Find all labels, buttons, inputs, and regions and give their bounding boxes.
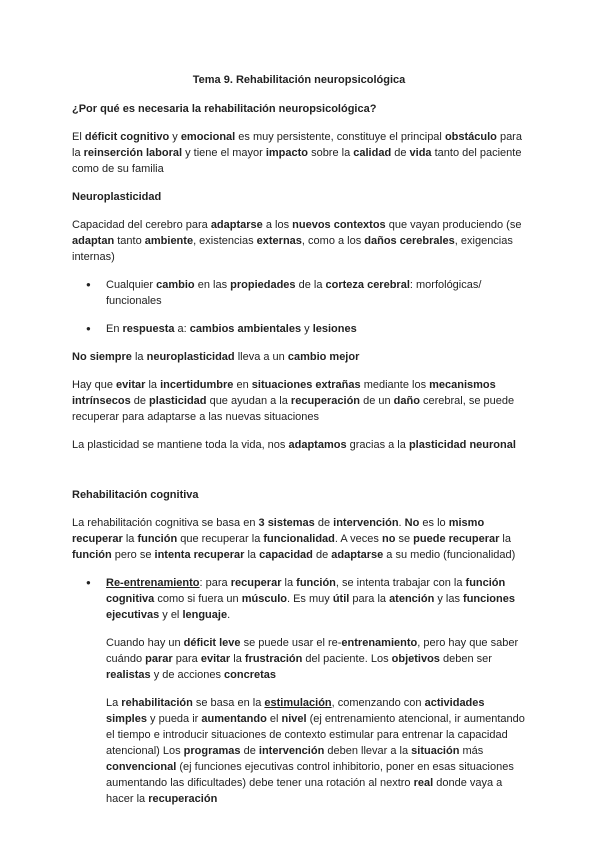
paragraph-rehabilitation-systems: La rehabilitación cognitiva se basa en 3 sistemas de intervención. No es lo mismo recuperar la función que recuperar la funcionalidad. A veces no se puede recuperar la función pero se intenta recuperar la capacidad de adaptarse a su medio (funcionalidad): [72, 517, 516, 561]
retraining-stimulation: La rehabilitación se basa en la estimulación, comenzando con actividades simples y pueda ir aumentando el nivel (ej entrenamiento atencional, ir aumentando el tiempo e introducir situaciones de contexto estimular para entrenar la capacidad atencional) Los programas de intervención deben llevar a la situación más convencional (ej funciones ejecutivas control inhibitorio, poner en esas situaciones aumentando las dificultades) debe tener una rotación al nextro real donde vaya a hacer la recuperación: [106, 697, 525, 805]
section-gap: [72, 465, 526, 487]
rehabilitation-list: [72, 575, 526, 807]
paragraph-neuroplasticity-definition: Capacidad del cerebro para adaptarse a los nuevos contextos que vayan produciendo (se adaptan tanto ambiente, existencias externas, como a los daños cerebrales, exigencias internas): [72, 219, 522, 263]
list-item: ● Cualquier cambio en las propiedades de la corteza cerebral: morfológicas/ funcionales: [106, 277, 526, 309]
retraining-mild-deficit: Cuando hay un déficit leve se puede usar el re-entrenamiento, pero hay que saber cuándo parar para evitar la frustración del paciente. Los objetivos deben ser realistas y de acciones concretas: [106, 637, 519, 681]
paragraph-deficit: El déficit cognitivo y emocional es muy persistente, constituye el principal obstáculo para la reinserción laboral y tiene el mayor impacto sobre la calidad de vida tanto del paciente como de su familia: [72, 131, 522, 175]
list-item: ● En respuesta a: cambios ambientales y lesiones: [106, 321, 526, 337]
retraining-definition: ● Re-entrenamiento: para recuperar la función, se intenta trabajar con la función cognitiva como si fuera un músculo. Es muy útil para la atención y las funciones ejecutivas y el lenguaje.: [106, 577, 515, 621]
question-heading: ¿Por qué es necesaria la rehabilitación neuropsicológica?: [72, 103, 377, 115]
neuroplasticity-heading: Neuroplasticidad: [72, 191, 162, 203]
document-title: Tema 9. Rehabilitación neuropsicológica: [192, 74, 406, 86]
paragraph-not-always: No siempre la neuroplasticidad lleva a un cambio mejor: [72, 351, 360, 363]
paragraph-lifelong-plasticity: La plasticidad se mantiene toda la vida, nos adaptamos gracias a la plasticidad neuronal: [72, 439, 516, 451]
paragraph-uncertainty: Hay que evitar la incertidumbre en situaciones extrañas mediante los mecanismos intrínsecos de plasticidad que ayudan a la recuperación de un daño cerebral, se puede recuperar para adaptarse a las nuevas situaciones: [72, 379, 515, 423]
list-item-retraining: [106, 575, 526, 807]
neuroplasticity-list: [72, 277, 526, 337]
rehabilitation-heading: Rehabilitación cognitiva: [72, 489, 199, 501]
